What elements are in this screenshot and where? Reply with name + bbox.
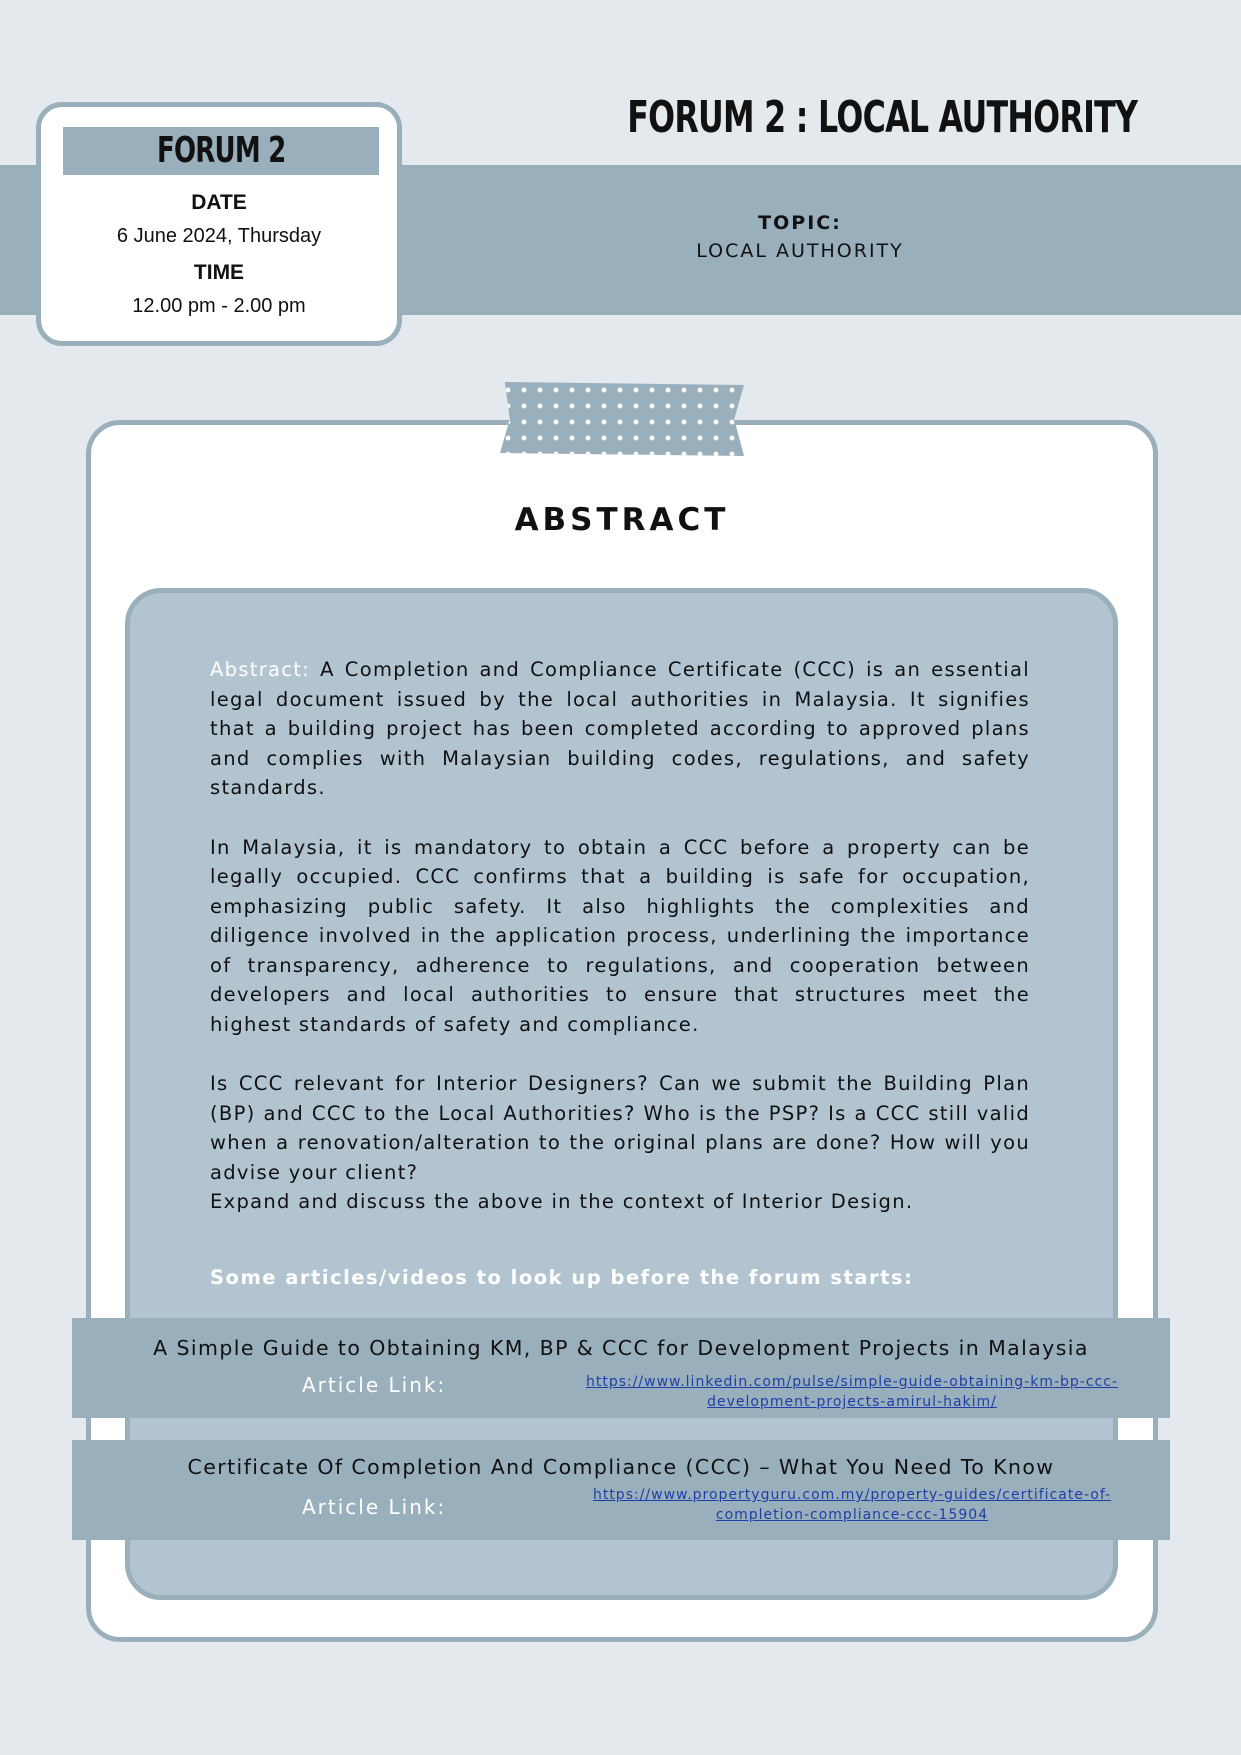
date-label: DATE bbox=[191, 191, 247, 214]
article-1-title: A Simple Guide to Obtaining KM, BP & CCC for Development Projects in Malaysia bbox=[153, 1336, 1089, 1360]
abstract-paragraph-2: In Malaysia, it is mandatory to obtain a CCC before a property can be legally occupied. CCC confirms that a building is safe for occupation, emphasizing public safety. It also highlights the complexities and diligence involved in the application process, underlining the importance of transparency, adherence to regulations, and cooperation between developers and local authorities to ensure that structures meet the highest standards of safety and compliance. bbox=[210, 835, 1030, 1036]
abstract-heading: ABSTRACT bbox=[514, 502, 730, 538]
time-value: 12.00 pm - 2.00 pm bbox=[132, 295, 306, 317]
date-card bbox=[36, 102, 402, 346]
abstract-paragraph-3: Is CCC relevant for Interior Designers? Can we submit the Building Plan (BP) and CCC to the Local Authorities? Who is the PSP? Is a CCC still valid when a renovation/alteration to the original plans are done? How will you advise your client? bbox=[210, 1072, 1030, 1184]
date-value: 6 June 2024, Thursday bbox=[116, 225, 322, 247]
abstract-para1-text: A Completion and Compliance Certificate (CCC) is an essential legal document issued by the local authorities in Malaysia. It signifies that a building project has been completed according to approved plans and complies with Malaysian building codes, regulations, and safety standards. bbox=[210, 658, 1030, 799]
forum-tag bbox=[63, 127, 379, 175]
abstract-paragraph-1 bbox=[210, 655, 1030, 803]
page-title: FORUM 2 : LOCAL AUTHORITY bbox=[627, 92, 1138, 143]
articles-intro: Some articles/videos to look up before the forum starts: bbox=[210, 1266, 914, 1289]
article-1-link-line2[interactable]: development-projects-amirul-hakim/ bbox=[707, 1394, 997, 1410]
article-2-title: Certificate Of Completion And Compliance (CCC) – What You Need To Know bbox=[187, 1455, 1055, 1479]
abstract-lead: Abstract: bbox=[210, 658, 311, 681]
time-label: TIME bbox=[193, 261, 245, 284]
article-2-link-line1[interactable]: https://www.propertyguru.com.my/property-guides/certificate-of- bbox=[592, 1487, 1112, 1503]
article-2-link[interactable] bbox=[562, 1485, 1142, 1525]
washi-tape-decoration bbox=[500, 382, 744, 456]
abstract-body bbox=[210, 655, 1030, 1247]
article-bar-1 bbox=[72, 1318, 1170, 1418]
article-1-link[interactable] bbox=[562, 1372, 1142, 1412]
article-2-link-label: Article Link: bbox=[302, 1495, 447, 1519]
forum-tag-label: FORUM 2 bbox=[156, 130, 286, 171]
topic-label: TOPIC: bbox=[758, 212, 842, 234]
article-2-link-line2[interactable]: completion-compliance-ccc-15904 bbox=[715, 1507, 989, 1523]
abstract-paragraph-4: Expand and discuss the above in the context of Interior Design. bbox=[210, 1190, 914, 1213]
topic-block bbox=[640, 212, 960, 262]
article-1-link-label: Article Link: bbox=[302, 1373, 447, 1397]
article-bar-2 bbox=[72, 1440, 1170, 1540]
article-1-link-line1[interactable]: https://www.linkedin.com/pulse/simple-guide-obtaining-km-bp-ccc- bbox=[585, 1374, 1119, 1390]
topic-value: LOCAL AUTHORITY bbox=[696, 240, 904, 262]
